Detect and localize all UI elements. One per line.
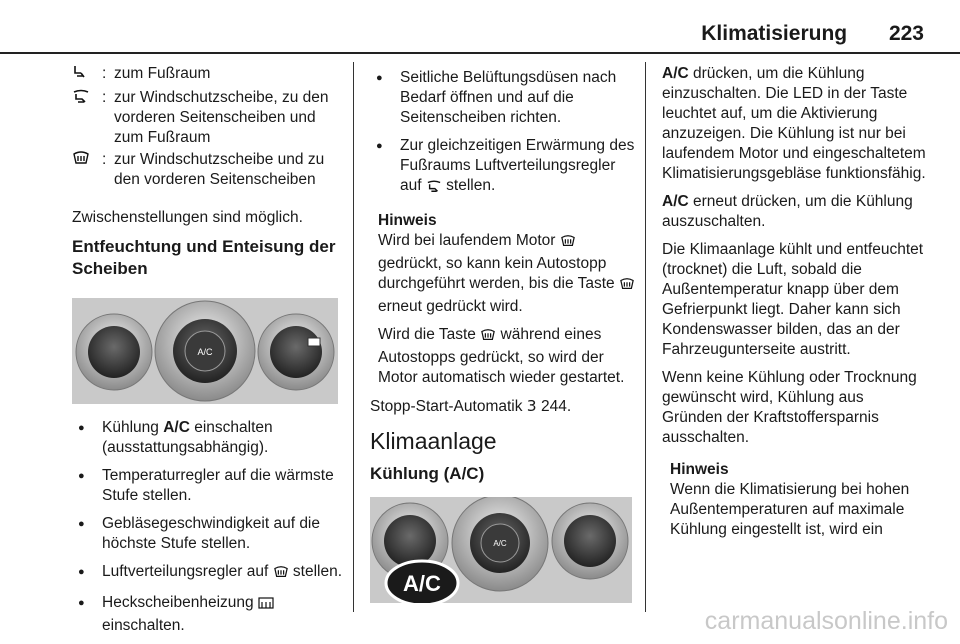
subsection-title: Kühlung (A/C)	[370, 464, 485, 483]
mode-row: : zur Windschutzscheibe, zu den vorderen Seitenscheiben und zum Fußraum	[72, 88, 344, 148]
page-number: 223	[888, 22, 924, 45]
intermediate-note: Zwischenstellungen sind möglich.	[72, 209, 303, 226]
header-rule	[0, 52, 960, 54]
climate-control-figure	[72, 298, 338, 404]
paragraph: A/C drücken, um die Kühlung einzuschalten. Die LED in der Taste leuchtet auf, um die Aktivierung anzuzeigen. Die Kühlung ist nur bei laufendem Motor und eingeschaltetem Klimatisierungsgebläse funktionsfähig.	[662, 65, 926, 182]
ac-button-label: A/C	[197, 347, 213, 357]
column-1	[72, 64, 344, 644]
ac-badge: A/C	[403, 571, 441, 596]
note-box	[370, 211, 635, 388]
column-divider	[645, 62, 646, 612]
list-item: ● Temperaturregler auf die wärmste Stufe stellen.	[72, 466, 344, 506]
page-header	[701, 22, 924, 46]
windscreen-footwell-airflow-icon	[426, 179, 442, 199]
windscreen-defrost-icon	[619, 277, 635, 297]
note-title: Hinweis	[670, 461, 729, 478]
column-divider	[353, 62, 354, 612]
mode-row: : zur Windschutzscheibe und zu den vorderen Seitenscheiben	[72, 150, 344, 190]
list-item: ● Zur gleichzeitigen Erwärmung des Fußraums Luftverteilungsregler auf stellen.	[370, 136, 635, 199]
ac-control-figure	[370, 497, 632, 603]
page-ref-arrow-icon: 3	[526, 397, 537, 415]
column-3	[662, 64, 927, 548]
column-2	[370, 64, 635, 603]
watermark: carmanualsonline.info	[704, 607, 948, 635]
footwell-airflow-icon	[72, 64, 102, 86]
list-item: ● Luftverteilungsregler auf stellen.	[72, 562, 344, 585]
windscreen-defrost-icon	[480, 328, 496, 348]
windscreen-footwell-airflow-icon	[72, 88, 102, 148]
section-heading: Entfeuchtung und Enteisung der Scheiben	[72, 237, 336, 278]
note-title: Hinweis	[378, 212, 437, 229]
list-item: ● Seitliche Belüftungsdüsen nach Bedarf öffnen und auf die Seitenscheiben richten.	[370, 68, 635, 128]
svg-text:A/C: A/C	[493, 539, 507, 548]
note-text: Wird bei laufendem Motor gedrückt, so kann kein Autostopp durchgeführt werden, bis die Taste erneut gedrückt wird.	[378, 231, 635, 317]
rear-window-heating-icon	[258, 596, 274, 616]
note-text: Wenn die Klimatisierung bei hohen Außentemperaturen auf maximale Kühlung eingestellt ist, wird ein	[670, 481, 910, 538]
note-text: Wird die Taste während eines Autostopps gedrückt, so wird der Motor automatisch wieder gestartet.	[378, 326, 625, 386]
windscreen-defrost-icon	[72, 150, 102, 190]
cross-reference[interactable]: Stopp-Start-Automatik 3 244.	[370, 397, 572, 415]
windscreen-defrost-icon	[560, 234, 576, 254]
chapter-title: Klimatisierung	[701, 22, 848, 45]
list-item: ● Heckscheibenheizung einschalten.	[72, 593, 344, 636]
mode-row: : zum Fußraum	[72, 64, 344, 86]
paragraph: A/C erneut drücken, um die Kühlung auszuschalten.	[662, 193, 913, 230]
section-title: Klimaanlage	[370, 428, 497, 454]
list-item: ● Gebläsegeschwindigkeit auf die höchste Stufe stellen.	[72, 514, 344, 554]
bullet-list	[370, 68, 635, 199]
paragraph: Wenn keine Kühlung oder Trocknung gewünscht wird, Kühlung aus Gründen der Kraftstoffersparnis ausschalten.	[662, 369, 917, 446]
bullet-list	[72, 418, 344, 636]
paragraph: Die Klimaanlage kühlt und entfeuchtet (trocknet) die Luft, sobald die Außentemperatur knapp über dem Gefrierpunkt liegt. Daher kann sich Kondenswasser bilden, das an der Fahrzeugunterseite austritt.	[662, 241, 924, 358]
windscreen-defrost-icon	[273, 565, 289, 585]
list-item: ● Kühlung A/C einschalten (ausstattungsabhängig).	[72, 418, 344, 458]
note-box	[662, 460, 927, 540]
